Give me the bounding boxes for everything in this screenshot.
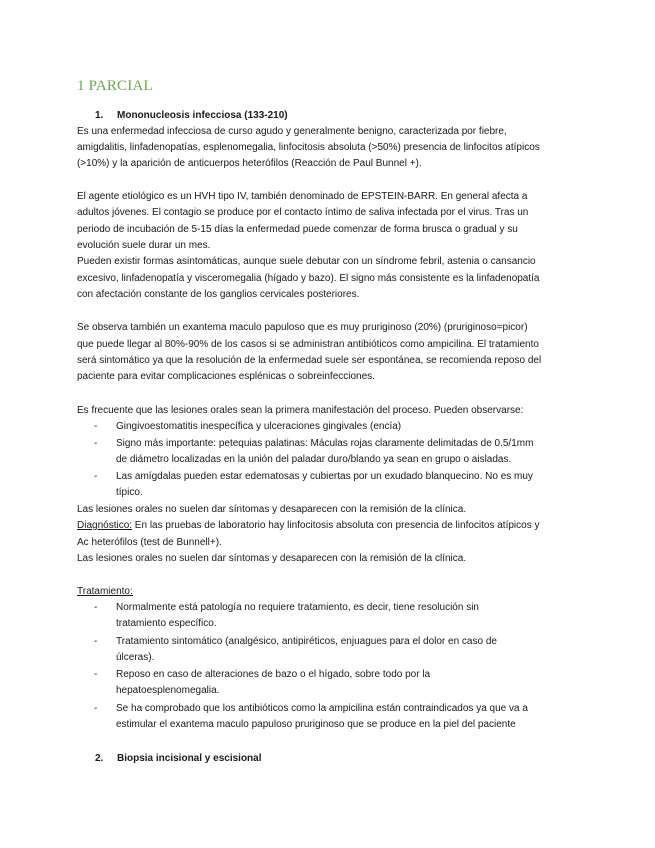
paragraph-line: Las lesiones orales no suelen dar síntomas y desaparecen con la remisión de la clínica. [77, 504, 467, 515]
bullet-dash: - [94, 421, 98, 432]
paragraph-line: será sintomático ya que la resolución de la enfermedad suele ser espontánea, se recomienda reposo del [77, 355, 542, 366]
paragraph-line: Pueden existir formas asintomáticas, aunque suele debutar con un síndrome febril, astenia o cansancio [77, 256, 536, 267]
bullet-dash: - [94, 703, 98, 714]
paragraph-line: evolución suele durar un mes. [77, 240, 211, 251]
page-heading: 1 PARCIAL [77, 78, 153, 94]
paragraph-line: Es frecuente que las lesiones orales sean la primera manifestación del proceso. Pueden observarse: [77, 405, 524, 416]
bullet-text: Tratamiento sintomático (analgésico, antipiréticos, enjuagues para el dolor en caso de [116, 636, 497, 647]
bullet-dash: - [94, 438, 98, 449]
section-heading-2 [95, 753, 262, 764]
paragraph-line: amigdalitis, linfadenopatías, esplenomegalia, linfocitosis absoluta (>50%) presencia de linfocitos atípicos [77, 142, 540, 153]
section-title: Biopsia incisional y escisional [117, 753, 262, 764]
bullet-text: Gingivoestomatitis inespecífica y ulceraciones gingivales (encía) [116, 421, 402, 432]
paragraph-line: adultos jóvenes. El contagio se produce por el contacto íntimo de saliva infectada por el virus. Tras un [77, 207, 529, 218]
paragraph-line: Es una enfermedad infecciosa de curso agudo y generalmente benigno, caracterizada por fiebre, [77, 126, 507, 137]
bullet-text: Las amígdalas pueden estar edematosas y cubiertas por un exudado blanquecino. No es muy [116, 471, 533, 482]
bullet-text: Se ha comprobado que los antibióticos como la ampicilina están contraindicados ya que va a [116, 703, 528, 714]
section-heading-1 [95, 110, 288, 121]
paragraph-line: paciente para evitar complicaciones esplénicas o sobreinfecciones. [77, 371, 375, 382]
bullet-dash: - [94, 636, 98, 647]
diagnosis-text: En las pruebas de laboratorio hay linfocitosis absoluta con presencia de linfocitos atípicos y [132, 520, 540, 531]
bullet-dash: - [94, 602, 98, 613]
paragraph-line: periodo de incubación de 5-15 días la enfermedad puede comenzar de forma brusca o gradual y su [77, 224, 518, 235]
paragraph-line: con afectación constante de los ganglios cervicales posteriores. [77, 289, 360, 300]
bullet-dash: - [94, 471, 98, 482]
bullet-text: típico. [116, 487, 143, 498]
treatment-label: Tratamiento: [77, 586, 133, 597]
bullet-text: úlceras). [116, 652, 155, 663]
paragraph-line: excesivo, linfadenopatía y visceromegalia (hígado y bazo). El signo más consistente es la linfadenopatía [77, 273, 540, 284]
paragraph-line: Ac heterófilos (test de Bunnell+). [77, 537, 222, 548]
bullet-text: Reposo en caso de alteraciones de bazo o el hígado, sobre todo por la [116, 669, 431, 680]
paragraph-line: Las lesiones orales no suelen dar síntomas y desaparecen con la remisión de la clínica. [77, 553, 467, 564]
bullet-text: estimular el exantema maculo papuloso pruriginoso que se produce en la piel del paciente [116, 719, 516, 730]
bullet-text: tratamiento específico. [116, 618, 217, 629]
paragraph-line: Se observa también un exantema maculo papuloso que es muy pruriginoso (20%) (pruriginoso=picor) [77, 322, 528, 333]
section-title: Mononucleosis infecciosa (133-210) [117, 110, 288, 121]
paragraph-line: (>10%) y la aparición de anticuerpos heterófilos (Reacción de Paul Bunnel +). [77, 158, 422, 169]
section-number: 1. [95, 110, 104, 121]
paragraph-line: que puede llegar al 80%-90% de los casos si se administran antibióticos como ampicilina. El tratamiento [77, 339, 539, 350]
section-number: 2. [95, 753, 104, 764]
diagnosis-label: Diagnóstico: [77, 520, 133, 531]
bullet-text: Normalmente está patología no requiere tratamiento, es decir, tiene resolución sin [116, 602, 479, 613]
bullet-dash: - [94, 669, 98, 680]
bullet-text: Signo más importante: petequias palatinas: Máculas rojas claramente delimitadas de 0.5/1mm [116, 438, 534, 449]
paragraph-line: El agente etiológico es un HVH tipo IV, también denominado de EPSTEIN-BARR. En general afecta a [77, 191, 528, 202]
bullet-text: hepatoesplenomegalia. [116, 685, 220, 696]
diagnosis-line [77, 519, 540, 533]
bullet-text: de diámetro localizadas en la unión del paladar duro/blando ya sean en grupo o aisladas. [116, 454, 512, 465]
